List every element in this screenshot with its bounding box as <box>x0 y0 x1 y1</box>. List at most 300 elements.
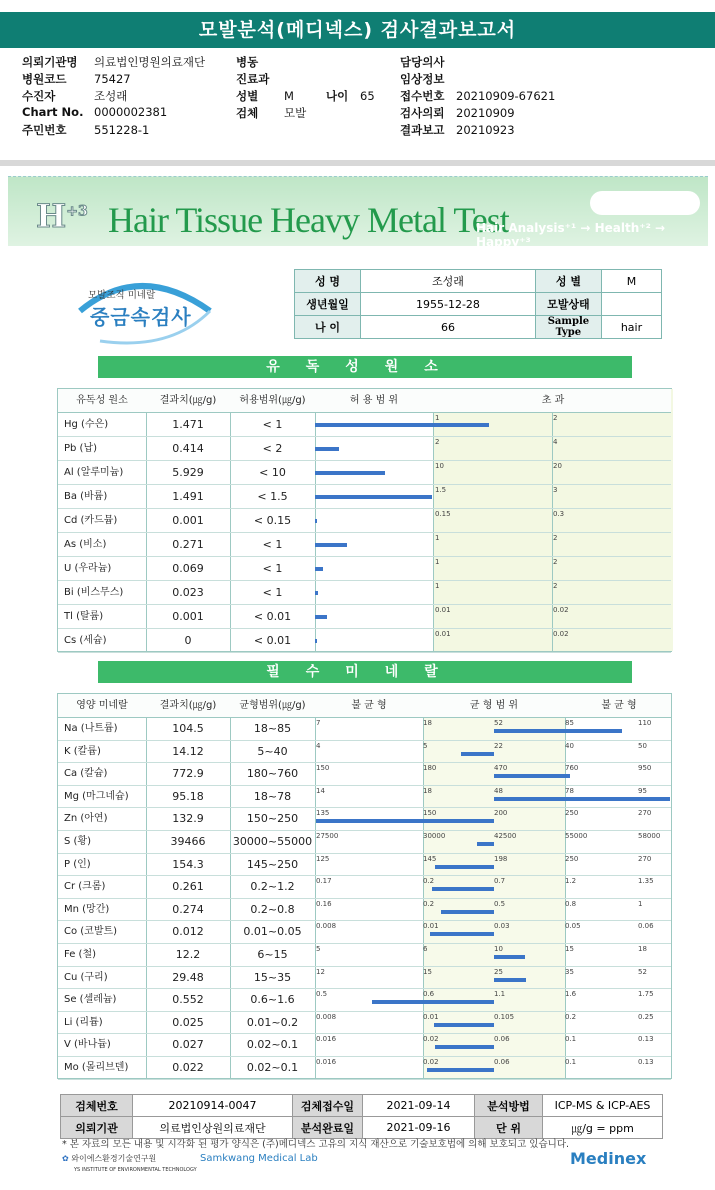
patient-table <box>294 269 662 339</box>
result-value: 1.491 <box>172 490 204 503</box>
table-row <box>58 718 671 741</box>
tick-label: 1.6 <box>565 990 577 999</box>
tick-label: 3 <box>553 486 558 494</box>
column-header: 영양 미네랄 <box>76 700 128 711</box>
table-row <box>58 581 671 605</box>
tick-label: 250 <box>565 809 579 818</box>
allowed-range: < 1 <box>262 586 283 599</box>
element-name: Mo (몰리브덴) <box>64 1062 129 1073</box>
element-name: V (바나듐) <box>64 1039 111 1051</box>
tick-label: 4 <box>553 438 558 446</box>
info-label: 검사의뢰 <box>400 106 445 120</box>
result-bar <box>435 865 494 869</box>
column-header: 결과치(㎍/g) <box>159 395 217 406</box>
info-label: 수진자 <box>22 89 56 103</box>
tick-label: 95 <box>638 786 647 795</box>
tick-label: 5 <box>316 945 321 953</box>
tick-label: 0.06 <box>494 1058 510 1066</box>
info-label: 성별 <box>236 89 259 103</box>
tick-label: 1 <box>435 414 440 422</box>
tick-label: 950 <box>638 764 652 773</box>
tick-label: 0.16 <box>316 899 332 908</box>
table-row <box>58 557 671 581</box>
tick-label: 200 <box>494 809 508 818</box>
tick-label: 0.01 <box>435 630 451 638</box>
info-row <box>22 122 149 138</box>
tick-label: 0.13 <box>638 1058 654 1066</box>
tick-label: 2 <box>553 582 558 590</box>
result-bar <box>315 543 347 547</box>
table-row <box>58 461 671 485</box>
result-bar <box>315 615 327 619</box>
table-row <box>58 533 671 557</box>
tick-label: 20 <box>553 462 562 470</box>
completed-label: 분석완료일 <box>293 1117 363 1139</box>
result-value: 39466 <box>170 835 206 848</box>
org-samkwang: Samkwang Medical Lab <box>200 1153 318 1164</box>
info-row <box>22 71 131 87</box>
tick-label: 78 <box>565 786 574 795</box>
tick-label: 1 <box>435 534 440 542</box>
result-bar <box>315 519 317 523</box>
table-row <box>58 485 671 509</box>
allowed-range: < 0.15 <box>253 514 292 527</box>
tick-label: 0.17 <box>316 877 332 886</box>
tick-label: 135 <box>316 809 330 818</box>
table-row <box>58 1057 671 1080</box>
balance-range: 0.2~1.2 <box>250 880 295 894</box>
tick-label: 0.01 <box>423 922 439 931</box>
tick-label: 0.01 <box>423 1012 439 1021</box>
tick-label: 145 <box>423 854 437 863</box>
tick-label: 0.2 <box>565 1012 577 1021</box>
tick-label: 270 <box>638 854 652 863</box>
result-bar <box>372 1000 494 1004</box>
age-value: 66 <box>361 316 536 339</box>
report-body <box>0 166 715 1190</box>
result-value: 14.12 <box>172 744 204 758</box>
info-row <box>400 88 555 104</box>
tick-label: 0.5 <box>316 990 328 999</box>
sex-value: M <box>601 270 661 293</box>
table-row <box>58 763 671 786</box>
table-row <box>58 1012 671 1035</box>
column-header: 불 균 형 <box>351 700 387 711</box>
info-value: 의료법인명원의료재단 <box>94 55 206 69</box>
element-name: Bi (비스무스) <box>64 587 124 598</box>
result-value: 0.001 <box>172 610 204 623</box>
name-value: 조성래 <box>361 270 536 293</box>
table-row <box>58 854 671 877</box>
age-label: 나 이 <box>295 316 361 339</box>
tick-label: 1.1 <box>494 990 506 999</box>
info-row <box>400 122 515 138</box>
completed-value: 2021-09-16 <box>363 1117 475 1139</box>
result-bar <box>494 978 526 982</box>
balance-range: 15~35 <box>253 970 292 984</box>
result-bar <box>315 471 385 475</box>
balance-range: 18~85 <box>253 722 292 735</box>
result-bar <box>435 1045 494 1049</box>
result-value: 0.271 <box>172 538 204 551</box>
tick-label: 2 <box>435 438 440 446</box>
result-value: 0.023 <box>172 586 204 599</box>
table-row <box>58 831 671 854</box>
tick-label: 250 <box>565 854 579 863</box>
tick-label: 25 <box>494 967 503 976</box>
info-row <box>236 54 284 70</box>
tick-label: 48 <box>494 786 503 795</box>
tick-label: 85 <box>565 719 574 727</box>
org-medinex: Medinex <box>570 1149 647 1168</box>
result-value: 0.261 <box>172 880 204 894</box>
element-name: Se (셀레늄) <box>64 994 117 1006</box>
info-label: 병원코드 <box>22 72 67 86</box>
tick-label: 0.016 <box>316 1058 337 1066</box>
tick-label: 0.105 <box>494 1012 515 1021</box>
balance-range: 30000~55000 <box>232 835 313 848</box>
tick-label: 5 <box>423 741 428 750</box>
tick-label: 1.35 <box>638 877 654 886</box>
table-row <box>58 989 671 1012</box>
info-value: 0000002381 <box>94 105 168 119</box>
column-header: 허용범위(㎍/g) <box>239 395 306 406</box>
info-row <box>22 54 205 70</box>
info-label: 담당의사 <box>400 55 445 69</box>
element-name: Ba (바륨) <box>64 491 108 502</box>
tick-label: 0.25 <box>638 1012 654 1021</box>
balance-range: 5~40 <box>257 744 288 758</box>
tick-label: 7 <box>316 719 321 727</box>
result-value: 0.012 <box>172 925 204 939</box>
tick-label: 0.2 <box>423 899 435 908</box>
tick-label: 110 <box>638 719 652 727</box>
toxic-table <box>57 388 672 652</box>
info-value: 551228-1 <box>94 123 150 137</box>
banner-title: Hair Tissue Heavy Metal Test <box>108 200 509 240</box>
element-name: Mn (망간) <box>64 903 110 915</box>
tick-label: 0.13 <box>638 1035 654 1044</box>
element-name: Co (코발트) <box>64 926 118 938</box>
column-header: 균 형 범 위 <box>469 700 519 711</box>
result-value: 1.471 <box>172 418 204 431</box>
info-value: 20210923 <box>456 123 515 137</box>
table-row <box>58 509 671 533</box>
specimen-no-label: 검체번호 <box>61 1095 133 1117</box>
column-header: 허 용 범 위 <box>349 395 399 406</box>
tick-label: 0.1 <box>565 1058 577 1066</box>
element-name: Pb (납) <box>64 443 98 454</box>
tick-label: 1.5 <box>435 486 447 494</box>
hair-state-value <box>601 293 661 316</box>
result-bar <box>432 887 494 891</box>
info-value: M <box>284 89 294 103</box>
table-row <box>58 413 671 437</box>
allowed-range: < 1.5 <box>257 490 288 503</box>
element-name: Zn (아연) <box>64 813 108 825</box>
table-row <box>58 967 671 990</box>
element-name: Cd (카드뮴) <box>64 515 118 526</box>
report-title: 모발분석(메디넥스) 검사결과보고서 <box>0 12 715 48</box>
info-label: 검체 <box>236 106 259 120</box>
column-header: 균형범위(㎍/g) <box>239 700 306 711</box>
tick-label: 2 <box>553 534 558 542</box>
info-value: 20210909 <box>456 106 515 120</box>
balance-range: 0.02~0.1 <box>246 1061 299 1074</box>
result-bar <box>315 423 489 427</box>
tick-label: 52 <box>638 967 647 976</box>
result-bar <box>494 729 622 733</box>
requester-value: 의료법인상원의료재단 <box>133 1117 293 1139</box>
element-name: Cr (크롬) <box>64 881 106 893</box>
tick-label: 0.06 <box>638 922 654 931</box>
element-name: Tl (탈륨) <box>64 611 104 622</box>
allowed-range: < 1 <box>262 562 283 575</box>
result-bar <box>315 447 339 451</box>
result-value: 104.5 <box>172 722 204 735</box>
result-bar <box>315 567 323 571</box>
info-row <box>400 71 456 87</box>
method-label: 분석방법 <box>475 1095 543 1117</box>
result-value: 0.069 <box>172 562 204 575</box>
element-name: Fe (철) <box>64 949 96 960</box>
allowed-range: < 0.01 <box>253 634 292 647</box>
table-row <box>58 1034 671 1057</box>
tick-label: 0.06 <box>494 1035 510 1044</box>
tick-label: 0.02 <box>423 1058 439 1066</box>
info-row <box>22 105 167 119</box>
sex-label: 성 별 <box>535 270 601 293</box>
tick-label: 0.02 <box>553 606 569 614</box>
result-bar <box>315 591 318 595</box>
result-bar <box>494 797 670 801</box>
tick-label: 15 <box>565 945 574 953</box>
result-value: 0.025 <box>172 1015 204 1029</box>
tick-label: 2 <box>553 558 558 566</box>
info-label: 진료과 <box>236 72 270 86</box>
result-bar <box>461 752 494 756</box>
table-row <box>58 921 671 944</box>
mineral-table <box>57 693 672 1079</box>
result-value: 772.9 <box>172 767 204 781</box>
tick-label: 0.6 <box>423 990 435 999</box>
tick-label: 4 <box>316 741 321 750</box>
tick-label: 27500 <box>316 832 339 840</box>
allowed-range: < 1 <box>262 418 283 431</box>
column-header: 결과치(㎍/g) <box>159 700 217 711</box>
tick-label: 0.2 <box>423 877 435 886</box>
unit-label: 단 위 <box>475 1117 543 1139</box>
table-row <box>58 808 671 831</box>
info-label: 주민번호 <box>22 123 67 137</box>
header-row <box>58 389 671 413</box>
info-label: 의뢰기관명 <box>22 55 78 69</box>
balance-range: 0.02~0.1 <box>246 1038 299 1052</box>
info-value: 65 <box>360 89 375 103</box>
tick-label: 6 <box>423 945 428 953</box>
sample-type-value: hair <box>601 316 661 339</box>
header-row <box>58 694 671 718</box>
tick-label: 14 <box>316 786 325 795</box>
element-name: As (비소) <box>64 539 107 550</box>
info-label: 병동 <box>236 55 259 69</box>
tick-label: 22 <box>494 741 503 750</box>
banner-slogan: Hair Analysis⁺¹ → Health⁺² → Happy⁺³ <box>476 221 666 249</box>
received-label: 검체접수일 <box>293 1095 363 1117</box>
element-name: Li (리튬) <box>64 1016 103 1028</box>
balance-range: 145~250 <box>246 857 299 871</box>
result-value: 154.3 <box>172 857 204 871</box>
tick-label: 42500 <box>494 832 517 840</box>
tick-label: 0.3 <box>553 510 565 518</box>
tick-label: 15 <box>423 967 432 976</box>
tick-label: 1.75 <box>638 990 654 999</box>
result-value: 0 <box>184 634 192 647</box>
sample-type-label: Sample Type <box>535 316 601 339</box>
info-row <box>400 54 456 70</box>
tick-label: 270 <box>638 809 652 818</box>
result-value: 0.414 <box>172 442 204 455</box>
result-value: 0.027 <box>172 1038 204 1052</box>
allowed-range: < 0.01 <box>253 610 292 623</box>
result-bar <box>316 819 494 823</box>
logo-big-text: 중금속검사 <box>90 305 192 329</box>
tick-label: 12 <box>316 967 325 976</box>
table-row <box>58 876 671 899</box>
tick-label: 760 <box>565 764 579 773</box>
column-header: 초 과 <box>541 395 565 406</box>
heavy-metal-logo <box>60 271 220 351</box>
element-name: Cs (세슘) <box>64 635 107 646</box>
result-value: 0.274 <box>172 902 204 916</box>
info-label: 결과보고 <box>400 123 445 137</box>
info-row <box>326 88 375 104</box>
hair-state-label: 모발상태 <box>535 293 601 316</box>
element-name: P (인) <box>64 858 91 870</box>
tick-label: 35 <box>565 967 574 976</box>
result-bar <box>427 1068 494 1072</box>
tick-label: 0.15 <box>435 510 451 518</box>
tick-label: 0.02 <box>423 1035 439 1044</box>
info-label: 나이 <box>326 89 349 103</box>
copyright-note: * 본 자료의 모든 내용 및 시각화 된 평가 양식은 (주)메디넥스 고유의 지식 재산으로 기술보호법에 의해 보호되고 있습니다. <box>62 1139 570 1150</box>
info-label: Chart No. <box>22 105 84 119</box>
allowed-range: < 10 <box>259 466 286 479</box>
result-bar <box>494 955 525 959</box>
allowed-range: < 2 <box>262 442 283 455</box>
tick-label: 58000 <box>638 832 661 840</box>
balance-range: 180~760 <box>246 767 299 781</box>
result-value: 132.9 <box>172 812 204 826</box>
tick-label: 50 <box>638 741 647 750</box>
requester-label: 의뢰기관 <box>61 1117 133 1139</box>
info-label: 접수번호 <box>400 89 445 103</box>
test-banner <box>8 176 708 249</box>
table-row <box>58 741 671 764</box>
tick-label: 55000 <box>565 832 588 840</box>
tick-label: 125 <box>316 854 330 863</box>
balance-range: 150~250 <box>246 812 299 826</box>
tick-label: 18 <box>423 786 432 795</box>
info-value: 모발 <box>284 106 307 120</box>
element-name: Na (나트륨) <box>64 723 118 734</box>
info-value: 조성래 <box>94 89 128 103</box>
balance-range: 0.2~0.8 <box>250 902 295 916</box>
tick-label: 10 <box>435 462 444 470</box>
received-value: 2021-09-14 <box>363 1095 475 1117</box>
element-name: S (황) <box>64 836 91 847</box>
tick-label: 470 <box>494 764 508 773</box>
result-value: 95.18 <box>172 789 204 803</box>
info-value: 75427 <box>94 72 131 86</box>
result-value: 0.001 <box>172 514 204 527</box>
result-value: 0.552 <box>172 993 204 1007</box>
tick-label: 18 <box>638 945 647 953</box>
tick-label: 52 <box>494 719 503 727</box>
result-bar <box>434 1023 494 1027</box>
balance-range: 0.01~0.05 <box>243 925 302 939</box>
tick-label: 1 <box>638 899 643 908</box>
tick-label: 2 <box>553 414 558 422</box>
tick-label: 0.03 <box>494 922 510 931</box>
element-name: Ca (칼슘) <box>64 768 108 780</box>
table-row <box>58 605 671 629</box>
tick-label: 0.008 <box>316 922 337 931</box>
result-value: 0.022 <box>172 1061 204 1074</box>
info-row <box>22 88 127 104</box>
tick-label: 0.02 <box>553 630 569 638</box>
tick-label: 150 <box>316 764 330 773</box>
tick-label: 0.8 <box>565 899 577 908</box>
result-bar <box>315 639 317 643</box>
tick-label: 0.1 <box>565 1035 577 1044</box>
tick-label: 0.5 <box>494 899 506 908</box>
table-row <box>58 944 671 967</box>
allowed-range: < 1 <box>262 538 283 551</box>
toxic-section-title: 유독성원소 <box>98 356 632 378</box>
info-value: 20210909-67621 <box>456 89 556 103</box>
tick-label: 0.008 <box>316 1012 337 1021</box>
info-row <box>236 105 306 121</box>
element-name: U (우라늄) <box>64 563 112 574</box>
element-name: Hg (수은) <box>64 419 109 430</box>
tick-label: 1 <box>435 582 440 590</box>
element-name: K (칼륨) <box>64 745 101 757</box>
info-label: 임상정보 <box>400 72 445 86</box>
tick-label: 150 <box>423 809 437 818</box>
name-label: 성 명 <box>295 270 361 293</box>
balance-range: 6~15 <box>257 948 288 961</box>
column-header: 불 균 형 <box>601 700 637 711</box>
tick-label: 1 <box>435 558 440 566</box>
result-bar <box>315 495 432 499</box>
info-row <box>236 88 294 104</box>
element-name: Mg (마그네슘) <box>64 790 129 802</box>
tick-label: 10 <box>494 945 503 953</box>
flower-icon: ✿ <box>62 1154 69 1163</box>
birth-value: 1955-12-28 <box>361 293 536 316</box>
balance-range: 18~78 <box>253 789 292 803</box>
tick-label: 18 <box>423 719 432 727</box>
tick-label: 0.01 <box>435 606 451 614</box>
info-row <box>400 105 515 121</box>
mineral-section-title: 필수미네랄 <box>98 661 632 683</box>
banner-oval <box>590 191 700 215</box>
balance-range: 0.6~1.6 <box>250 993 295 1007</box>
result-bar <box>477 842 494 846</box>
tick-label: 0.05 <box>565 922 581 931</box>
column-header: 유독성 원소 <box>76 395 128 406</box>
